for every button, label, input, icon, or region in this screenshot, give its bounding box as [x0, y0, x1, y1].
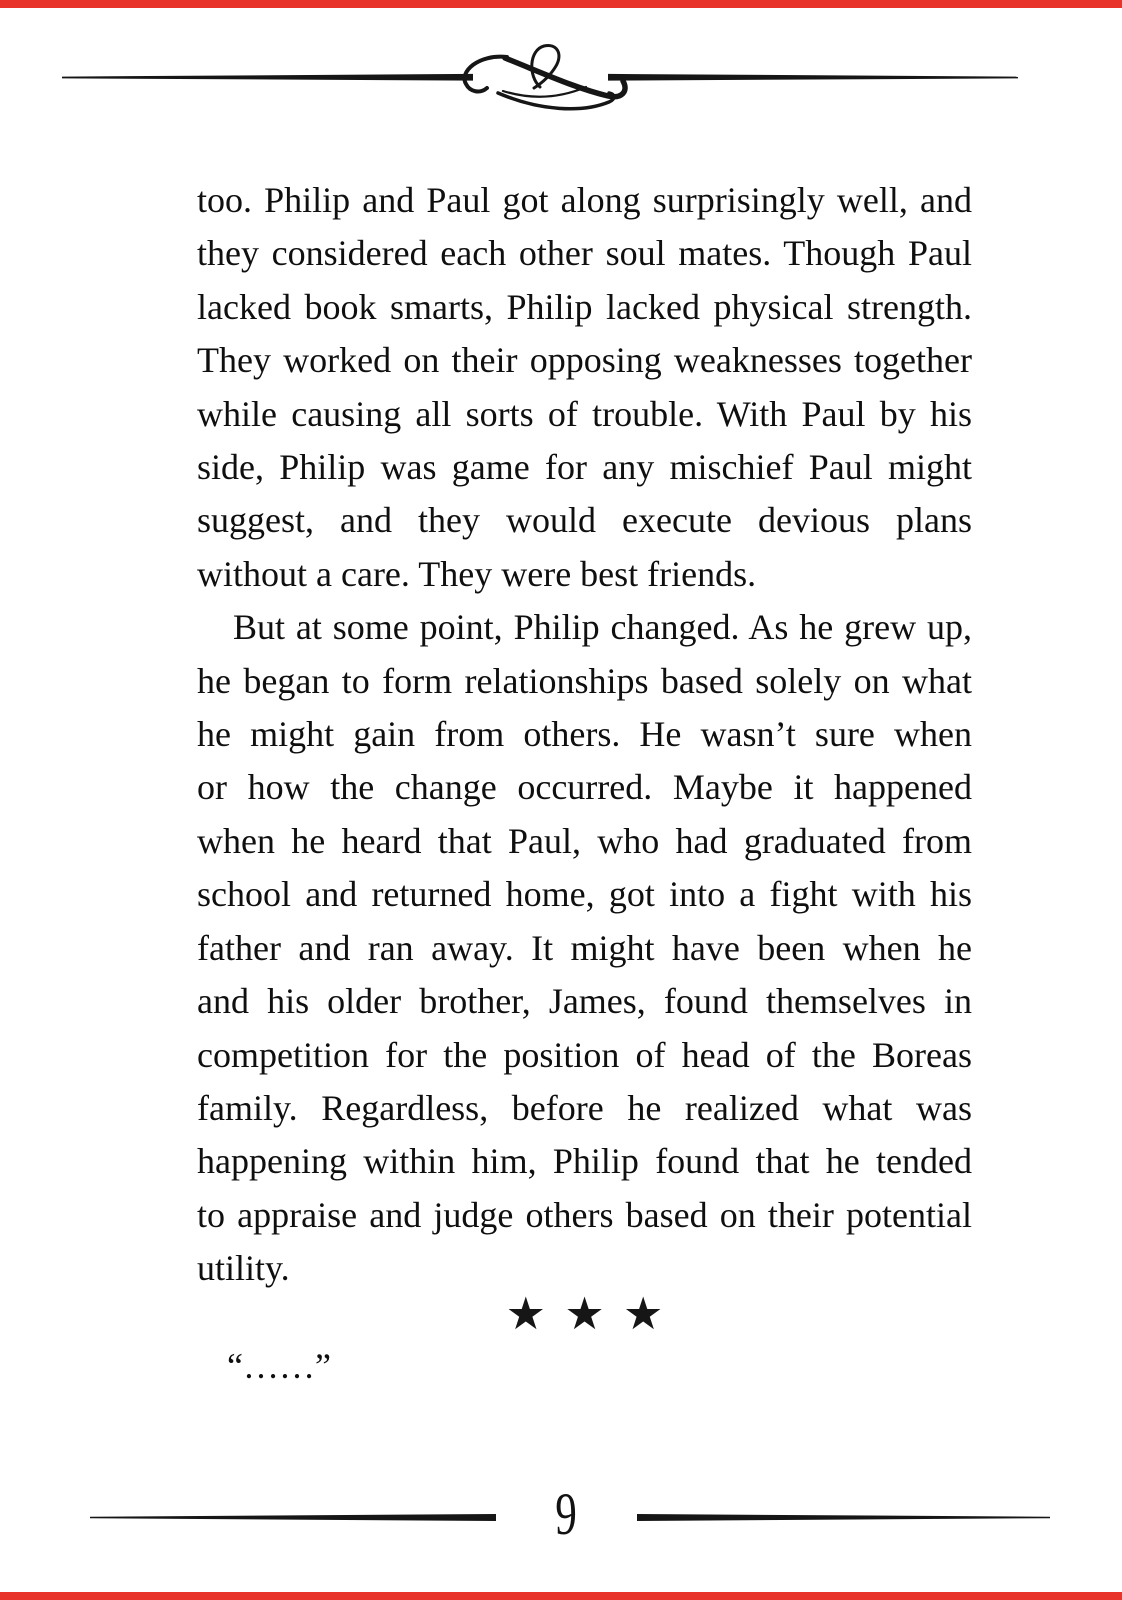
text-line: and his older brother, James, found themselves in — [197, 981, 972, 1022]
text-line: while causing all sorts of trouble. With Paul by his — [197, 393, 972, 434]
bottom-edge-bar — [0, 1592, 1122, 1600]
text-line: without a care. They were best friends. — [197, 553, 757, 594]
text-line: side, Philip was game for any mischief Paul might — [197, 447, 972, 488]
scene-break-stars: ★ ★ ★ — [505, 1287, 664, 1340]
text-line: they considered each other soul mates. Though Paul — [197, 233, 972, 274]
body-text — [197, 174, 972, 1296]
text-line: or how the change occurred. Maybe it happened — [197, 767, 972, 808]
text-line: suggest, and they would execute devious plans — [197, 500, 972, 541]
text-line: happening within him, Philip found that he tended — [197, 1141, 972, 1182]
quote-line: “……” — [227, 1346, 331, 1386]
text-line: But at some point, Philip changed. As he grew up, — [233, 607, 972, 648]
text-line: family. Regardless, before he realized what was — [197, 1087, 972, 1128]
text-line: too. Philip and Paul got along surprisingly well, and — [197, 180, 972, 220]
text-line: lacked book smarts, Philip lacked physical strength. — [197, 286, 972, 327]
text-line: father and ran away. It might have been when he — [197, 927, 972, 968]
text-line: he might gain from others. He wasn’t sure when — [197, 714, 972, 755]
flourish-divider-icon — [0, 0, 1122, 130]
text-line: he began to form relationships based solely on what — [197, 660, 972, 701]
text-line: utility. — [197, 1248, 290, 1289]
text-line: They worked on their opposing weaknesses together — [197, 340, 972, 381]
text-line: school and returned home, got into a fight with his — [197, 874, 972, 915]
page-number: 9 — [555, 1481, 577, 1547]
text-line: competition for the position of head of the Boreas — [197, 1034, 972, 1075]
text-line: when he heard that Paul, who had graduated from — [197, 820, 972, 861]
text-line: to appraise and judge others based on their potential — [197, 1194, 972, 1235]
